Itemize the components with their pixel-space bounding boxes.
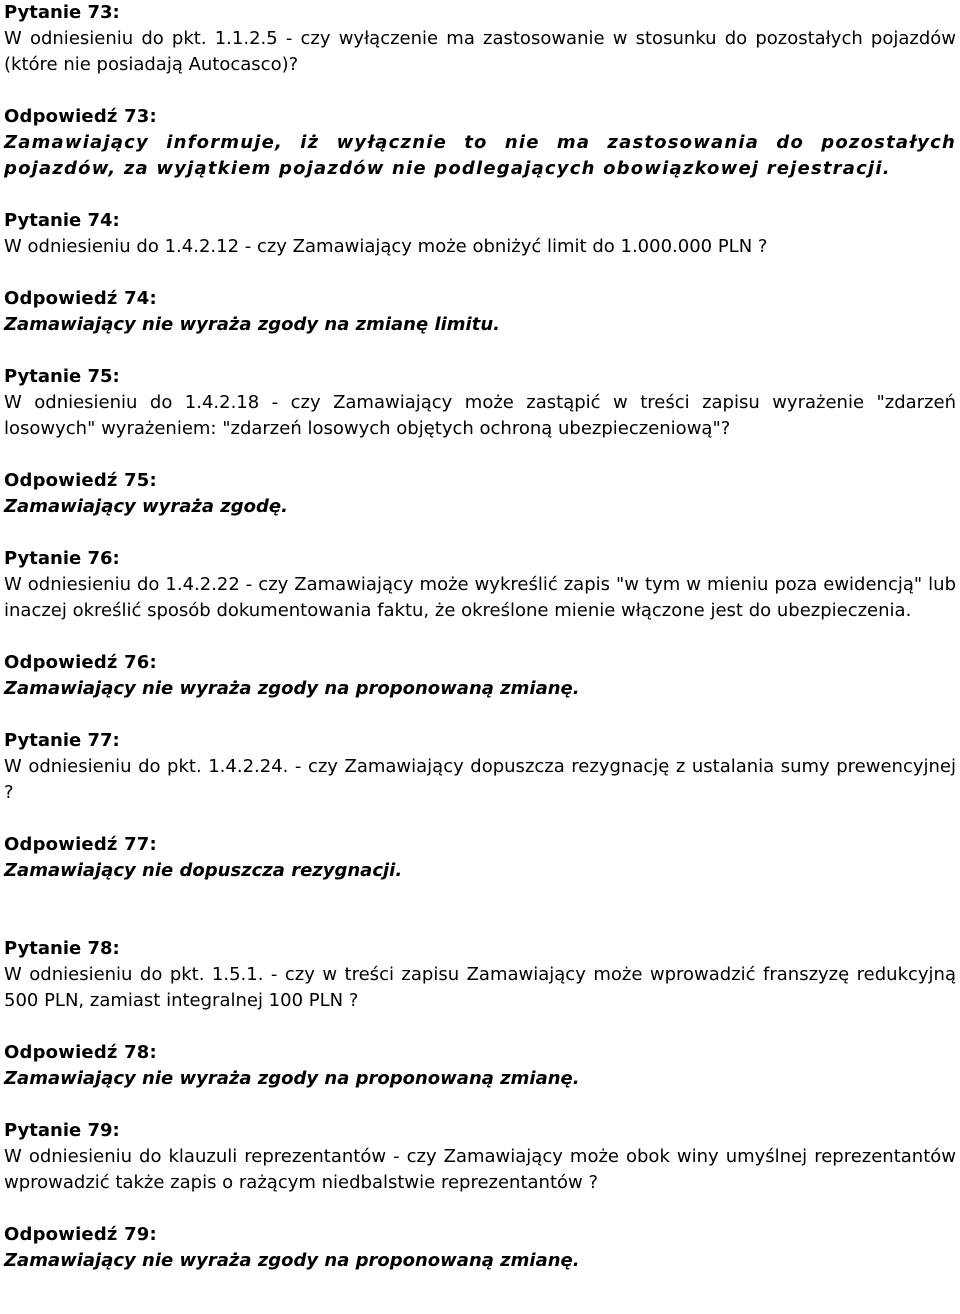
answer-text: Zamawiający nie wyraża zgody na proponowaną zmianę. bbox=[4, 1250, 580, 1271]
question-text: W odniesieniu do pkt. 1.5.1. - czy w treści zapisu Zamawiający może wprowadzić franszyzę redukcyjną 500 PLN, zamiast integralnej 100 PLN ? bbox=[4, 964, 956, 1011]
qa-item-77 bbox=[4, 728, 956, 884]
answer-text: Zamawiający nie wyraża zgody na zmianę limitu. bbox=[4, 314, 500, 335]
answer-label: Odpowiedź 77: bbox=[4, 834, 157, 855]
answer-label: Odpowiedź 74: bbox=[4, 288, 157, 309]
question-text: W odniesieniu do pkt. 1.1.2.5 - czy wyłączenie ma zastosowanie w stosunku do pozostałych pojazdów (które nie posiadają Autocasco)? bbox=[4, 28, 956, 75]
answer-label: Odpowiedź 76: bbox=[4, 652, 157, 673]
answer-text: Zamawiający nie dopuszcza rezygnacji. bbox=[4, 860, 403, 881]
question-label: Pytanie 75: bbox=[4, 366, 120, 387]
answer-label: Odpowiedź 75: bbox=[4, 470, 157, 491]
question-label: Pytanie 76: bbox=[4, 548, 120, 569]
qa-item-75 bbox=[4, 364, 956, 520]
question-text: W odniesieniu do pkt. 1.4.2.24. - czy Zamawiający dopuszcza rezygnację z ustalania sumy prewencyjnej ? bbox=[4, 756, 956, 803]
answer-text: Zamawiający nie wyraża zgody na proponowaną zmianę. bbox=[4, 678, 580, 699]
qa-item-74 bbox=[4, 208, 956, 338]
answer-label: Odpowiedź 73: bbox=[4, 106, 157, 127]
question-text: W odniesieniu do 1.4.2.18 - czy Zamawiający może zastąpić w treści zapisu wyrażenie "zdarzeń losowych" wyrażeniem: "zdarzeń losowych objętych ochroną ubezpieczeniową"? bbox=[4, 392, 956, 439]
qa-item-79 bbox=[4, 1118, 956, 1274]
answer-text: Zamawiający wyraża zgodę. bbox=[4, 496, 288, 517]
document-page bbox=[4, 0, 956, 1274]
question-label: Pytanie 78: bbox=[4, 938, 120, 959]
question-text: W odniesieniu do 1.4.2.22 - czy Zamawiający może wykreślić zapis "w tym w mieniu poza ewidencją" lub inaczej określić sposób dokumentowania faktu, że określone mienie włączone jest do ubezpieczenia. bbox=[4, 574, 956, 621]
qa-item-76 bbox=[4, 546, 956, 702]
answer-label: Odpowiedź 79: bbox=[4, 1224, 157, 1245]
qa-item-73 bbox=[4, 0, 956, 182]
question-label: Pytanie 74: bbox=[4, 210, 120, 231]
question-label: Pytanie 79: bbox=[4, 1120, 120, 1141]
answer-text: Zamawiający nie wyraża zgody na proponowaną zmianę. bbox=[4, 1068, 580, 1089]
question-text: W odniesieniu do klauzuli reprezentantów - czy Zamawiający może obok winy umyślnej reprezentantów wprowadzić także zapis o rażącym niedbalstwie reprezentantów ? bbox=[4, 1146, 956, 1193]
question-label: Pytanie 77: bbox=[4, 730, 120, 751]
qa-item-78 bbox=[4, 936, 956, 1092]
answer-text: Zamawiający informuje, iż wyłącznie to nie ma zastosowania do pozostałych pojazdów, za wyjątkiem pojazdów nie podlegających obowiązkowej rejestracji. bbox=[4, 132, 956, 179]
question-text: W odniesieniu do 1.4.2.12 - czy Zamawiający może obniżyć limit do 1.000.000 PLN ? bbox=[4, 236, 768, 257]
answer-label: Odpowiedź 78: bbox=[4, 1042, 157, 1063]
question-label: Pytanie 73: bbox=[4, 2, 120, 23]
